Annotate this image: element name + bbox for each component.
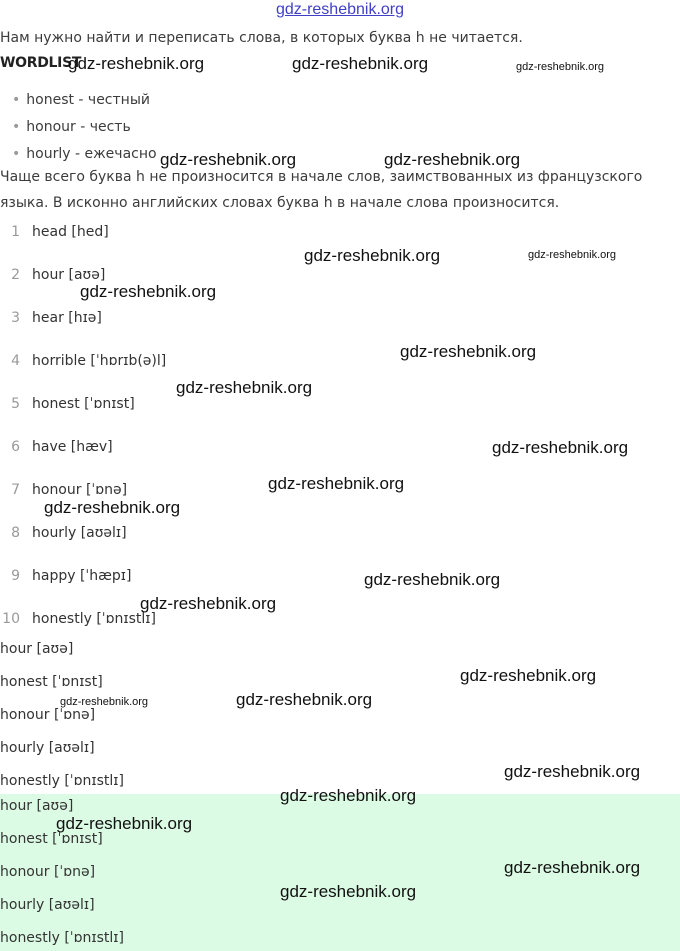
highlighted-answer-line: honour [ˈɒnə]	[0, 864, 96, 880]
item-number: 8	[11, 525, 20, 541]
item-word: honour [ˈɒnə]	[32, 482, 128, 498]
bullet-icon: •	[12, 92, 21, 108]
answer-line: honest [ˈɒnɪst]	[0, 674, 103, 690]
watermark: gdz-reshebnik.org	[460, 666, 597, 685]
watermark: gdz-reshebnik.org	[56, 814, 193, 833]
watermark: gdz-reshebnik.org	[528, 249, 617, 261]
wordlist-item: • honest - честный	[12, 92, 150, 108]
answer-line: honestly [ˈɒnɪstlɪ]	[0, 773, 124, 789]
answer-line: hourly [aʊəlɪ]	[0, 740, 95, 756]
explanation-line: Чаще всего буква h не произносится в начале слов, заимствованных из французского	[0, 169, 643, 185]
watermark: gdz-reshebnik.org	[280, 786, 417, 805]
watermark: gdz-reshebnik.org	[384, 150, 521, 169]
item-word: happy [ˈhæpɪ]	[32, 568, 132, 584]
item-word: hear [hɪə]	[32, 310, 102, 326]
watermark: gdz-reshebnik.org	[160, 150, 297, 169]
item-word: head [hed]	[32, 224, 109, 240]
watermark: gdz-reshebnik.org	[292, 54, 429, 73]
watermark: gdz-reshebnik.org	[60, 696, 149, 708]
header-watermark-link[interactable]: gdz-reshebnik.org	[275, 1, 405, 18]
item-number: 7	[11, 482, 20, 498]
watermark: gdz-reshebnik.org	[504, 762, 641, 781]
highlighted-answer-line: honestly [ˈɒnɪstlɪ]	[0, 930, 124, 946]
watermark: gdz-reshebnik.org	[236, 690, 373, 709]
bullet-icon: •	[12, 119, 21, 135]
item-word: horrible [ˈhɒrɪb(ə)l]	[32, 353, 167, 369]
item-word: hour [aʊə]	[32, 267, 106, 283]
item-word: hourly [aʊəlɪ]	[32, 525, 127, 541]
watermark: gdz-reshebnik.org	[80, 282, 217, 301]
highlighted-answer-line: hourly [aʊəlɪ]	[0, 897, 95, 913]
item-number: 1	[11, 224, 20, 240]
watermark: gdz-reshebnik.org	[400, 342, 537, 361]
item-number: 3	[11, 310, 20, 326]
item-word: have [hæv]	[32, 439, 113, 455]
watermark: gdz-reshebnik.org	[280, 882, 417, 901]
item-number: 5	[11, 396, 20, 412]
watermark: gdz-reshebnik.org	[176, 378, 313, 397]
wordlist-title: WORDLIST	[0, 55, 82, 71]
explanation-line: языка. В исконно английских словах буква h в начале слова произносится.	[0, 195, 560, 211]
item-number: 4	[11, 353, 20, 369]
watermark: gdz-reshebnik.org	[504, 858, 641, 877]
watermark: gdz-reshebnik.org	[68, 54, 205, 73]
watermark: gdz-reshebnik.org	[140, 594, 277, 613]
answer-line: honour [ˈɒnə]	[0, 707, 96, 723]
highlighted-answer-line: hour [aʊə]	[0, 798, 74, 814]
wordlist-item: • hourly - ежечасно	[12, 146, 157, 162]
highlighted-answer-line: honest [ˈɒnɪst]	[0, 831, 103, 847]
item-number: 6	[11, 439, 20, 455]
wordlist-item: • honour - честь	[12, 119, 131, 135]
item-number: 2	[11, 267, 20, 283]
answer-line: hour [aʊə]	[0, 641, 74, 657]
watermark: gdz-reshebnik.org	[364, 570, 501, 589]
watermark: gdz-reshebnik.org	[492, 438, 629, 457]
item-word: honest [ˈɒnɪst]	[32, 396, 135, 412]
item-number: 10	[2, 611, 20, 627]
watermark: gdz-reshebnik.org	[268, 474, 405, 493]
watermark: gdz-reshebnik.org	[44, 498, 181, 517]
bullet-icon: •	[12, 146, 21, 162]
watermark: gdz-reshebnik.org	[516, 61, 605, 73]
task-text: Нам нужно найти и переписать слова, в которых буква h не читается.	[0, 30, 523, 46]
item-number: 9	[11, 568, 20, 584]
watermark: gdz-reshebnik.org	[304, 246, 441, 265]
item-word: honestly [ˈɒnɪstlɪ]	[32, 611, 156, 627]
